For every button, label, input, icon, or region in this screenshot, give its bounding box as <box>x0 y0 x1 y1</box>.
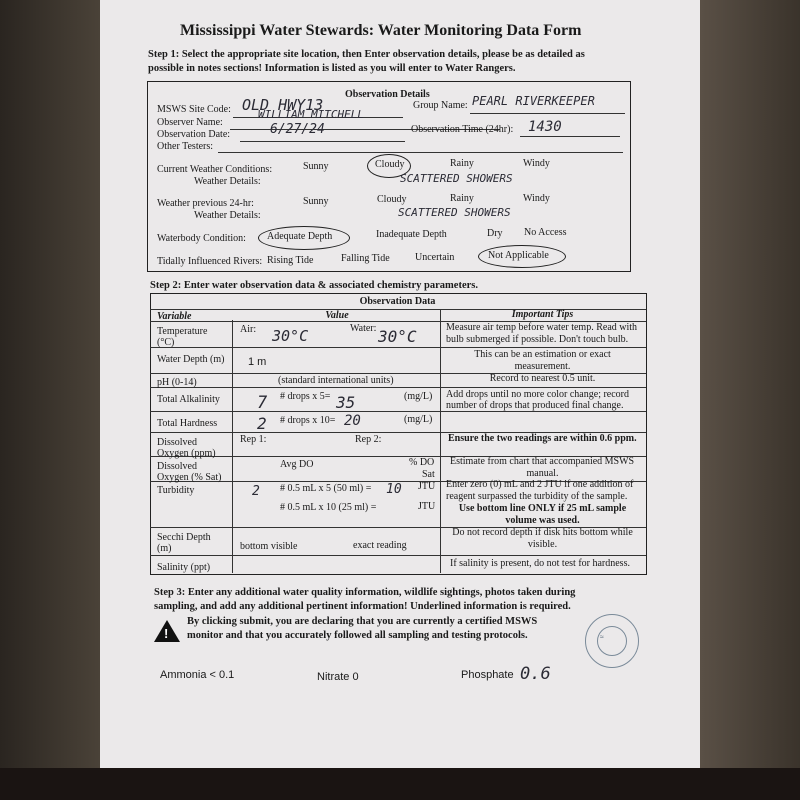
observer-label: Observer Name: <box>157 117 223 128</box>
current-weather-cloudy[interactable]: Cloudy <box>375 159 405 170</box>
water-value[interactable]: 30°C <box>378 327 417 346</box>
secchi-tip-2: visible. <box>527 539 558 550</box>
turbidity-tip-3: Use bottom line ONLY if 25 mL sample <box>458 503 627 514</box>
alkalinity-formula: # drops x 5= <box>280 391 331 402</box>
ph-tip: Record to nearest 0.5 unit. <box>489 373 596 384</box>
do-ppm-label-2: Oxygen (ppm) <box>157 448 216 459</box>
ph-label: pH (0-14) <box>157 377 197 388</box>
col-tips: Important Tips <box>511 309 574 320</box>
hardness-result[interactable]: 20 <box>344 413 361 429</box>
secchi-bottom-visible[interactable]: bottom visible <box>240 541 298 552</box>
form-title: Mississippi Water Stewards: Water Monitoring Data Form <box>180 22 582 39</box>
prev-weather-cloudy[interactable]: Cloudy <box>377 194 407 205</box>
alkalinity-result[interactable]: 35 <box>336 393 356 412</box>
seal-inner-ring <box>597 626 627 656</box>
prev-weather-label: Weather previous 24-hr: <box>157 198 254 209</box>
depth-tip-1: This can be an estimation or exact <box>474 349 611 360</box>
do-sat-label-2: Oxygen (% Sat) <box>157 472 222 483</box>
do-ppm-tip: Ensure the two readings are within 0.6 ppm. <box>448 433 637 444</box>
turbidity-formula-1: # 0.5 mL x 5 (50 ml) = <box>280 483 372 494</box>
secchi-tip-1: Do not record depth if disk hits bottom while <box>452 527 633 538</box>
background-bottom <box>0 768 800 800</box>
turbidity-tip-4: volume was used. <box>505 515 580 526</box>
step3-line-1: Step 3: Enter any additional water quality information, wildlife sightings, photos taken during <box>154 587 576 598</box>
depth-value[interactable]: 1 m <box>248 356 267 368</box>
waterbody-label: Waterbody Condition: <box>157 233 246 244</box>
water-label: Water: <box>350 323 377 334</box>
do-sat-tip-1: Estimate from chart that accompanied MSWS <box>450 456 635 467</box>
group-name-line <box>470 113 625 114</box>
prev-weather-windy[interactable]: Windy <box>523 193 550 204</box>
background-right <box>700 0 800 800</box>
do-rep1[interactable]: Rep 1: <box>240 434 267 445</box>
hardness-drops[interactable]: 2 <box>257 414 267 433</box>
ph-value-note: (standard international units) <box>278 375 394 386</box>
warning-exclamation: ! <box>164 626 169 641</box>
hardness-formula: # drops x 10= <box>280 415 336 426</box>
date-label: Observation Date: <box>157 129 231 140</box>
prev-weather-details-value[interactable]: SCATTERED SHOWERS <box>398 206 511 219</box>
alkalinity-unit: (mg/L) <box>404 391 433 402</box>
tidal-label: Tidally Influenced Rivers: <box>157 256 263 267</box>
group-name-label: Group Name: <box>413 100 468 111</box>
tidal-not-applicable[interactable]: Not Applicable <box>488 250 549 261</box>
salinity-label: Salinity (ppt) <box>157 562 211 573</box>
turbidity-formula-2: # 0.5 mL x 10 (25 ml) = <box>280 502 377 513</box>
observation-data-title: Observation Data <box>359 296 436 307</box>
date-line <box>240 141 405 142</box>
phosphate-value[interactable]: 0.6 <box>520 664 551 684</box>
do-sat-unit-1: % DO <box>409 457 435 468</box>
turbidity-tip-2: reagent surpassed the turbidity of the sample. <box>446 491 628 502</box>
declaration-line-1: By clicking submit, you are declaring that you are currently a certified MSWS <box>187 616 538 627</box>
depth-tip-2: measurement. <box>514 361 571 372</box>
group-name-value[interactable]: PEARL RIVERKEEPER <box>472 94 595 108</box>
current-weather-details-value[interactable]: SCATTERED SHOWERS <box>400 172 513 185</box>
waterbody-adequate[interactable]: Adequate Depth <box>267 231 333 242</box>
temperature-unit: (°C) <box>157 337 175 348</box>
temperature-tip-2: bulb submerged if possible. Don't touch bulb. <box>446 334 629 345</box>
col-variable: Variable <box>157 311 192 322</box>
paper-form <box>100 0 700 768</box>
step1-line1: Step 1: Select the appropriate site location, then Enter observation details, please be as detailed as <box>148 49 585 60</box>
tidal-rising[interactable]: Rising Tide <box>267 255 314 266</box>
row-rule-2 <box>150 347 646 348</box>
time-label: Observation Time (24hr): <box>411 124 514 135</box>
current-weather-sunny[interactable]: Sunny <box>303 161 329 172</box>
air-label: Air: <box>240 324 257 335</box>
turbidity-unit-2: JTU <box>418 501 436 512</box>
nitrate-note[interactable]: Nitrate 0 <box>317 671 359 683</box>
turbidity-drops[interactable]: 2 <box>252 484 260 499</box>
current-weather-rainy[interactable]: Rainy <box>450 158 474 169</box>
alkalinity-drops[interactable]: 7 <box>257 393 268 413</box>
prev-weather-rainy[interactable]: Rainy <box>450 193 474 204</box>
do-ppm-label-1: Dissolved <box>157 437 197 448</box>
do-sat-tip-2: manual. <box>526 468 559 479</box>
time-value[interactable]: 1430 <box>528 119 562 135</box>
row-rule-10 <box>150 555 646 556</box>
col-divider-1 <box>232 320 233 573</box>
phosphate-label: Phosphate <box>461 669 514 681</box>
row-rule-4 <box>150 387 646 388</box>
do-sat-label-1: Dissolved <box>157 461 197 472</box>
turbidity-result-1[interactable]: 10 <box>386 482 402 497</box>
turbidity-tip-1: Enter zero (0) mL and 2 JTU if one addition of <box>446 479 634 490</box>
current-weather-windy[interactable]: Windy <box>523 158 550 169</box>
prev-weather-details-label: Weather Details: <box>194 210 261 221</box>
observation-details-heading: Observation Details <box>345 89 430 100</box>
hardness-unit: (mg/L) <box>404 414 433 425</box>
prev-weather-sunny[interactable]: Sunny <box>303 196 329 207</box>
alkalinity-tip-1: Add drops until no more color change; record <box>446 389 630 400</box>
do-avg[interactable]: Avg DO <box>280 459 314 470</box>
step1-line2: possible in notes sections! Information is listed as you will enter to Water Rangers. <box>148 63 516 74</box>
waterbody-no-access[interactable]: No Access <box>524 227 567 238</box>
tidal-uncertain[interactable]: Uncertain <box>415 252 455 263</box>
salinity-tip: If salinity is present, do not test for hardness. <box>450 558 630 569</box>
other-testers-label: Other Testers: <box>157 141 214 152</box>
turbidity-unit-1: JTU <box>418 481 436 492</box>
other-testers-line <box>218 152 623 153</box>
step3-line-2: sampling, and add any additional pertinent information! Underlined information is required. <box>154 601 571 612</box>
air-value[interactable]: 30°C <box>272 327 309 345</box>
secchi-label-1: Secchi Depth <box>157 532 211 543</box>
declaration-line-2: monitor and that you accurately followed all sampling and testing protocols. <box>187 630 528 641</box>
temperature-tip-1: Measure air temp before water temp. Read with <box>446 322 638 333</box>
current-weather-details-label: Weather Details: <box>194 176 261 187</box>
site-code-value[interactable]: OLD HWY13 <box>242 96 324 114</box>
do-rep2[interactable]: Rep 2: <box>355 434 382 445</box>
waterbody-dry[interactable]: Dry <box>487 228 503 239</box>
alkalinity-label: Total Alkalinity <box>157 394 220 405</box>
date-value[interactable]: 6/27/24 <box>270 122 325 137</box>
waterbody-inadequate[interactable]: Inadequate Depth <box>376 229 447 240</box>
row-rule-5 <box>150 411 646 412</box>
temperature-label: Temperature <box>157 326 208 337</box>
depth-label: Water Depth (m) <box>157 354 225 365</box>
alkalinity-tip-2: number of drops that produced final change. <box>446 400 624 411</box>
time-line <box>520 136 620 137</box>
seal-wave-icon: ≈ <box>600 634 604 641</box>
secchi-label-2: (m) <box>157 543 172 554</box>
step2-heading: Step 2: Enter water observation data & associated chemistry parameters. <box>150 280 478 291</box>
hardness-label: Total Hardness <box>157 418 218 429</box>
do-sat-unit-2: Sat <box>422 469 435 480</box>
background-left <box>0 0 100 800</box>
col-value: Value <box>325 310 349 321</box>
tidal-falling[interactable]: Falling Tide <box>341 253 390 264</box>
site-code-label: MSWS Site Code: <box>157 104 231 115</box>
ammonia-note[interactable]: Ammonia < 0.1 <box>160 669 235 681</box>
current-weather-label: Current Weather Conditions: <box>157 164 273 175</box>
secchi-exact-reading[interactable]: exact reading <box>353 540 407 551</box>
turbidity-label: Turbidity <box>157 485 195 496</box>
observer-value[interactable]: WILLIAM MITCHELL <box>258 108 364 121</box>
